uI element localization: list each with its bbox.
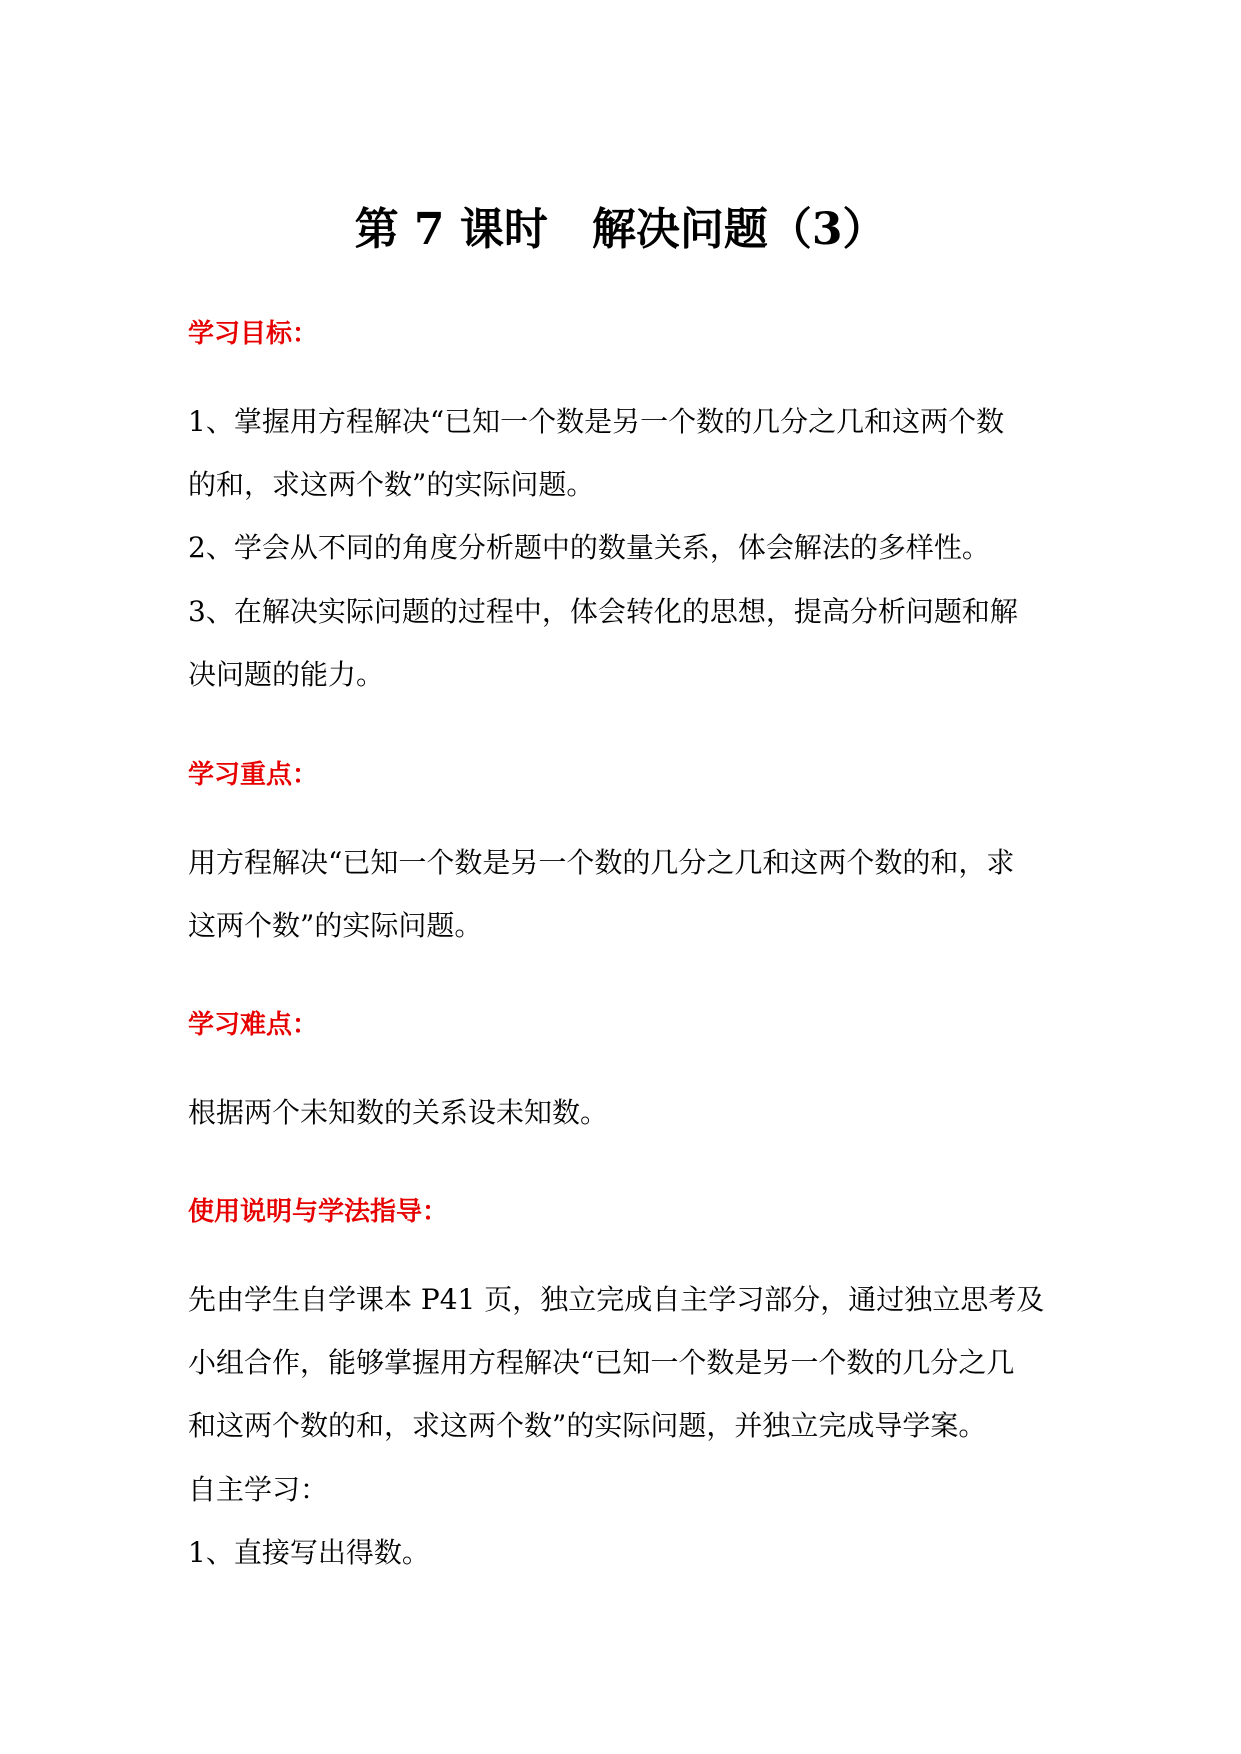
objectives-line-5: 决问题的能力。 bbox=[188, 658, 385, 691]
exercise-1-line: 1、直接写出得数。 bbox=[188, 1536, 430, 1569]
objectives-heading: 学习目标： bbox=[188, 319, 319, 349]
guidance-line-1: 先由学生自学课本 P41 页，独立完成自主学习部分，通过独立思考及 bbox=[188, 1283, 1045, 1316]
guidance-line-3: 和这两个数的和，求这两个数”的实际问题，并独立完成导学案。 bbox=[188, 1409, 987, 1442]
difficulties-line-1: 根据两个未知数的关系设未知数。 bbox=[188, 1096, 609, 1129]
key-points-line-1: 用方程解决“已知一个数是另一个数的几分之几和这两个数的和，求 bbox=[188, 846, 1015, 879]
guidance-line-2: 小组合作，能够掌握用方程解决“已知一个数是另一个数的几分之几 bbox=[188, 1346, 1015, 1379]
objectives-line-1: 1、掌握用方程解决“已知一个数是另一个数的几分之几和这两个数 bbox=[188, 405, 1005, 438]
objectives-line-2: 的和，求这两个数”的实际问题。 bbox=[188, 468, 595, 501]
guidance-heading: 使用说明与学法指导： bbox=[188, 1197, 449, 1227]
objectives-line-4: 3、在解决实际问题的过程中，体会转化的思想，提高分析问题和解 bbox=[188, 595, 1018, 628]
self-study-label: 自主学习： bbox=[188, 1473, 329, 1506]
key-points-line-2: 这两个数”的实际问题。 bbox=[188, 909, 483, 942]
page-title: 第 7 课时 解决问题（3） bbox=[354, 204, 887, 255]
objectives-line-3: 2、学会从不同的角度分析题中的数量关系，体会解法的多样性。 bbox=[188, 531, 990, 564]
difficulties-heading: 学习难点： bbox=[188, 1010, 319, 1040]
key-points-heading: 学习重点： bbox=[188, 760, 319, 790]
